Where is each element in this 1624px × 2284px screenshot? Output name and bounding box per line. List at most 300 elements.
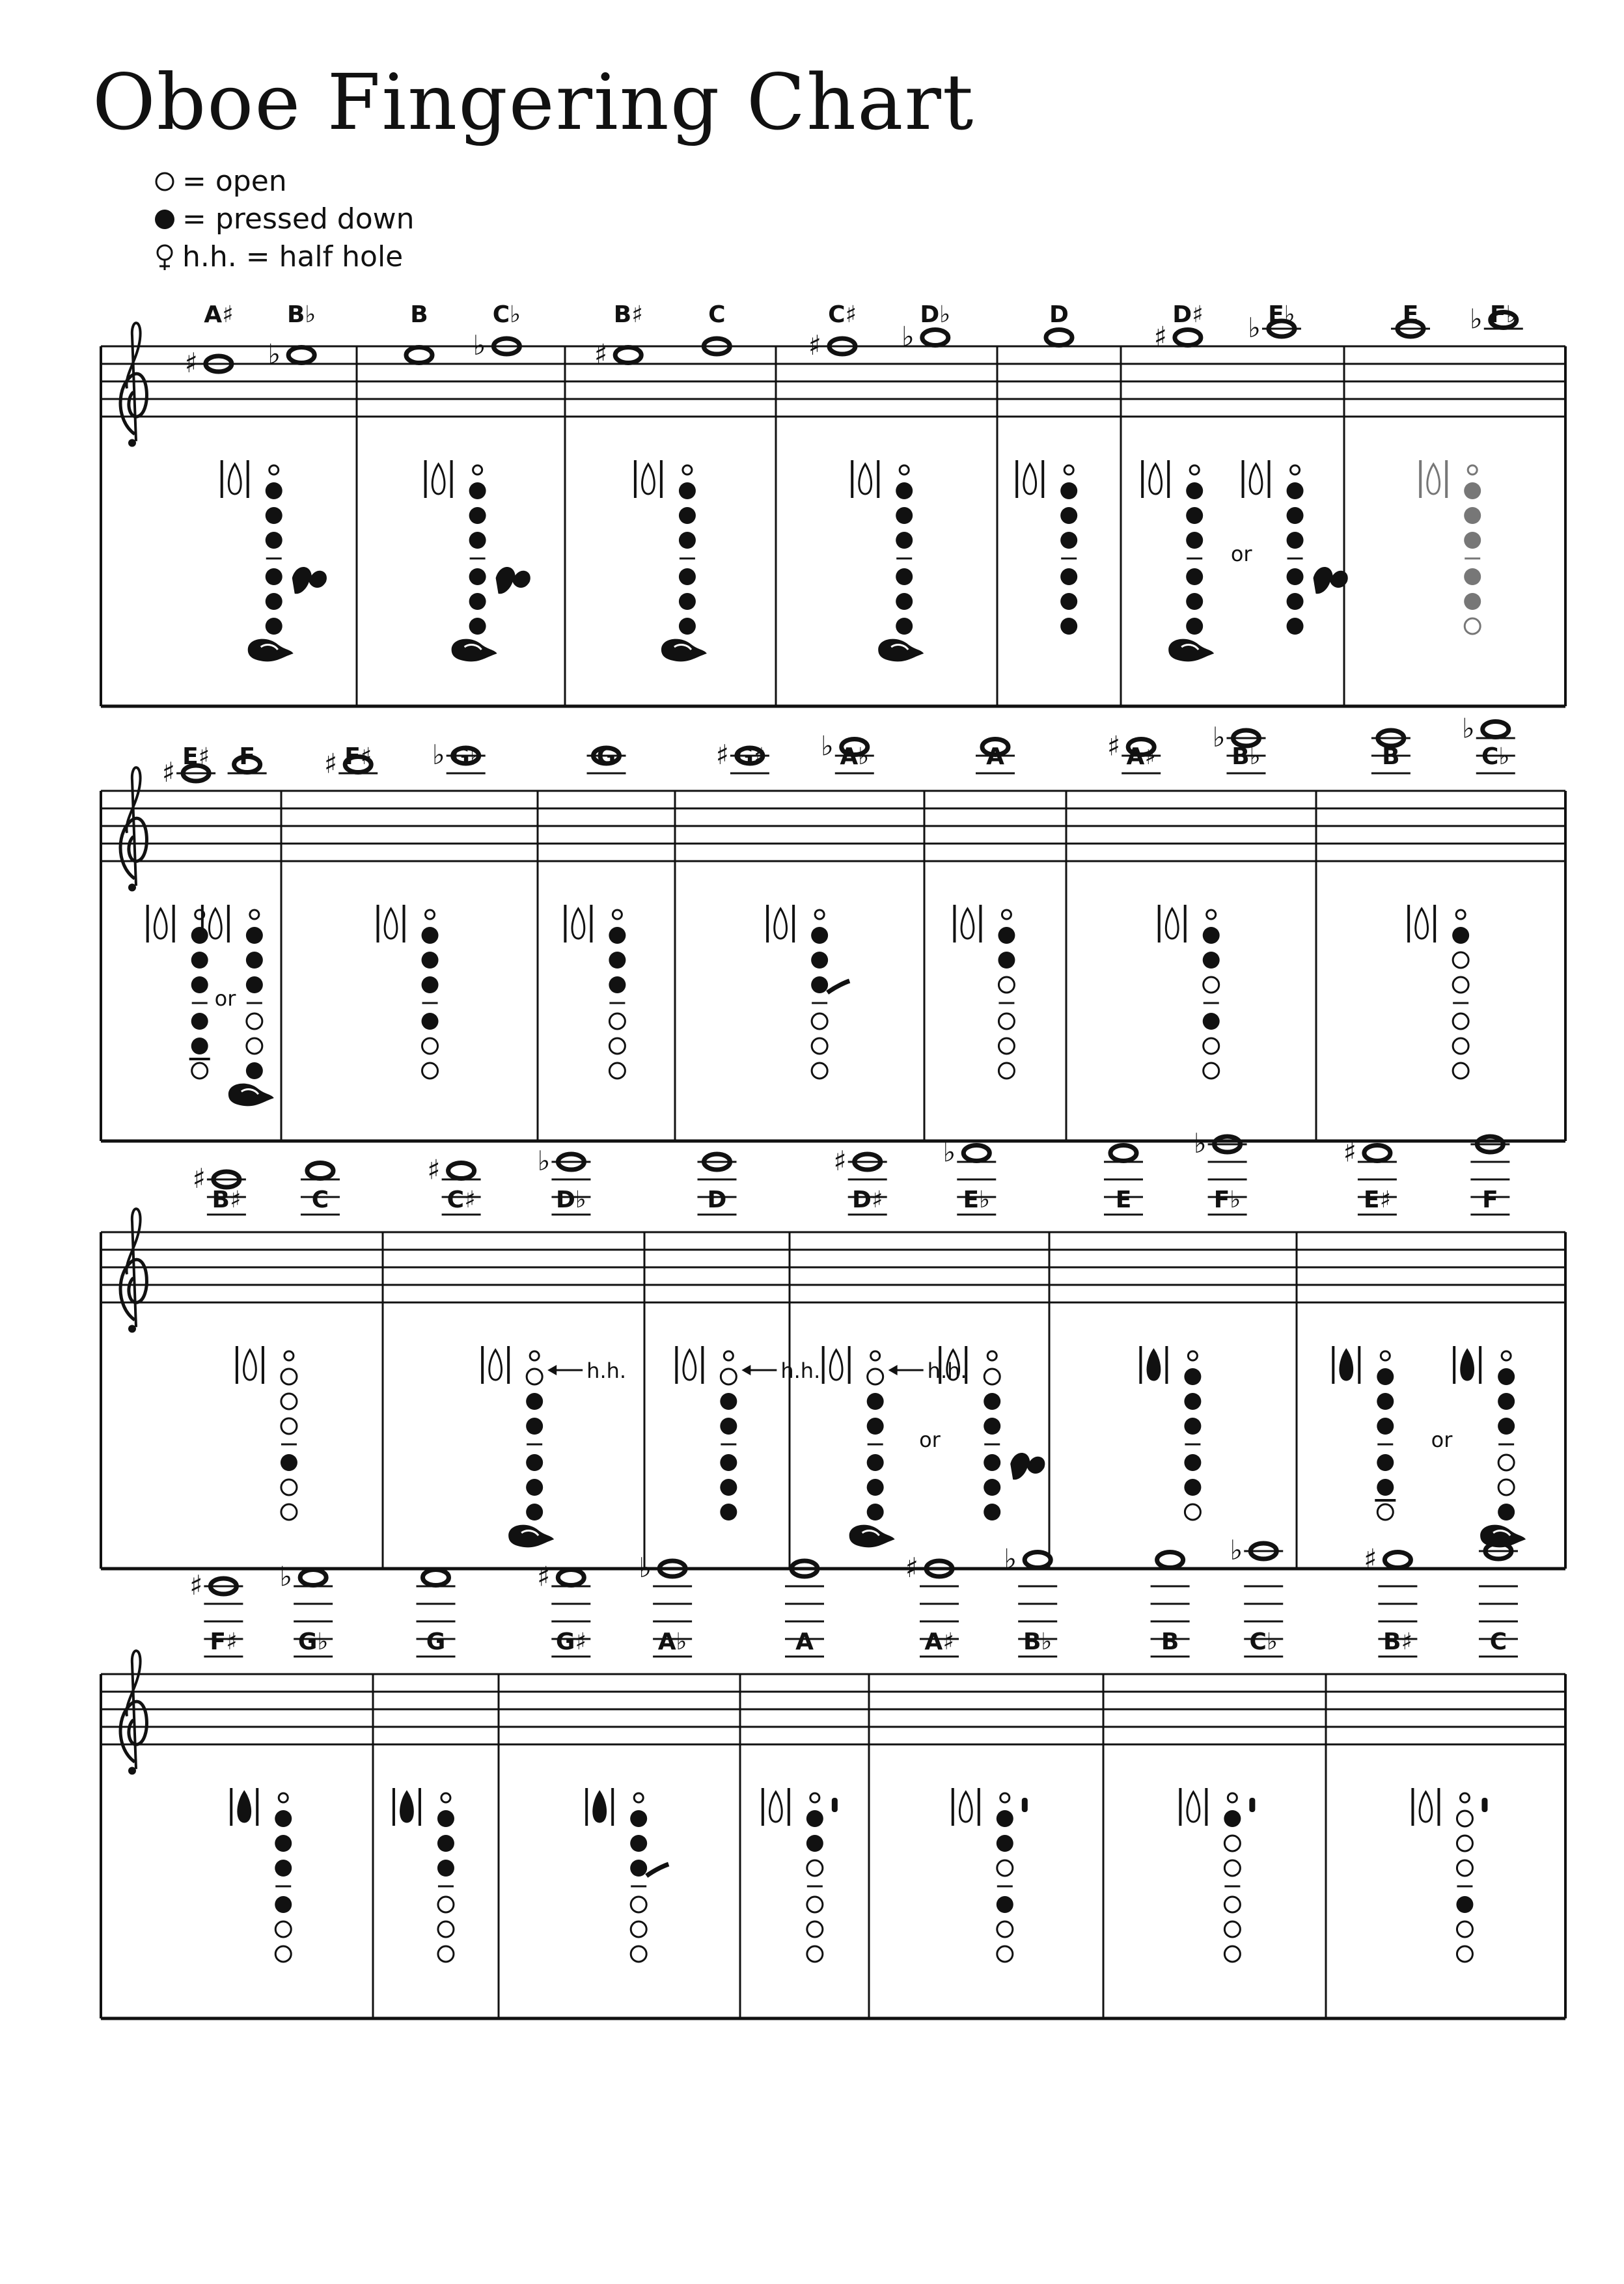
staff-note (406, 348, 432, 363)
note-cell (357, 301, 530, 706)
staff-note (1230, 1534, 1283, 1657)
open-key-icon (1204, 977, 1219, 993)
sharp-symbol: ♯ (905, 1552, 919, 1584)
note-cell (185, 301, 327, 661)
octave-key-icon (769, 1792, 782, 1822)
pressed-key-icon (422, 1013, 439, 1030)
open-key-icon (281, 1479, 297, 1495)
second-octave-key-icon (832, 1798, 838, 1812)
whole-note (423, 1570, 449, 1586)
top-key (1381, 1351, 1390, 1360)
sharp-symbol: ♯ (192, 1163, 206, 1194)
pressed-key-icon (275, 1835, 292, 1852)
pressed-key-icon (437, 1835, 454, 1852)
top-key (250, 910, 259, 919)
side-key-icon (496, 567, 530, 594)
clef-dot (128, 884, 136, 892)
pressed-key-icon (1498, 1418, 1515, 1435)
staff-note (1364, 1543, 1417, 1657)
whole-note (288, 348, 314, 363)
note-name-label: D♭ (556, 1187, 586, 1213)
note-cell (1103, 1534, 1283, 2018)
note-name-label: G♭ (450, 743, 481, 770)
sharp-symbol: ♯ (427, 1153, 441, 1186)
low-key-cluster-icon (228, 1084, 274, 1107)
top-key (269, 465, 279, 475)
pressed-key-icon (1452, 927, 1469, 944)
open-key-icon (1377, 1504, 1393, 1520)
octave-key-icon (1187, 1792, 1200, 1822)
open-key-icon (1453, 1013, 1468, 1029)
pressed-key-icon (422, 952, 439, 969)
pressed-key-icon (266, 507, 282, 524)
staff-note (1479, 1543, 1518, 1657)
open-key-icon (1498, 1479, 1514, 1495)
open-key-icon (275, 1946, 291, 1962)
open-key-icon (1457, 1811, 1472, 1826)
pressed-key-icon (1498, 1368, 1515, 1385)
note-name-label: B♭ (1232, 743, 1261, 770)
pressed-key-icon (1287, 482, 1304, 499)
sharp-symbol: ♯ (1343, 1136, 1357, 1168)
top-key (1460, 1793, 1469, 1802)
note-name-label: E (1402, 301, 1419, 328)
top-key (1000, 1793, 1010, 1802)
octave-key-icon (859, 464, 872, 494)
sharp-symbol: ♯ (1364, 1543, 1377, 1575)
pressed-key-icon (1287, 507, 1304, 524)
pressed-key-icon (679, 618, 696, 635)
half-hole-label: h.h. (586, 1358, 627, 1383)
top-key (426, 910, 435, 919)
open-key-icon (1224, 1836, 1240, 1851)
open-key-icon (1457, 1946, 1472, 1962)
whole-note (448, 1163, 475, 1179)
top-key (1456, 910, 1465, 919)
open-key-icon (247, 1013, 262, 1029)
pressed-key-icon (720, 1504, 737, 1520)
pressed-key-icon (997, 1835, 1013, 1852)
note-name-label: C♭ (1249, 1629, 1278, 1655)
note-cell (1316, 713, 1515, 1142)
open-key-icon (807, 1946, 823, 1962)
pressed-key-icon (867, 1418, 884, 1435)
note-name-label: B♭ (286, 301, 316, 328)
top-key (612, 910, 622, 919)
staff-note (268, 338, 314, 370)
open-key-icon (1453, 1063, 1468, 1079)
flat-symbol: ♭ (473, 329, 486, 361)
note-name-label: A♭ (657, 1629, 687, 1655)
or-label: or (1230, 542, 1252, 566)
pressed-key-icon (1498, 1504, 1515, 1520)
top-key (987, 1351, 997, 1360)
pressed-key-icon (469, 593, 486, 610)
pressed-key-icon (896, 568, 913, 585)
note-cell (499, 1552, 692, 2018)
pressed-key-icon (720, 1479, 737, 1496)
pressed-key-icon (1464, 532, 1481, 549)
top-key (1502, 1351, 1511, 1360)
note-name-label: C♯ (447, 1187, 476, 1213)
flat-symbol: ♭ (901, 320, 915, 353)
pressed-key-icon (1186, 618, 1203, 635)
pressed-key-icon (867, 1479, 884, 1496)
note-name-label: B (1382, 743, 1400, 770)
pressed-key-icon (1464, 593, 1481, 610)
note-name-label: G (426, 1629, 446, 1655)
whole-note (1175, 330, 1201, 346)
pressed-key-icon (1287, 618, 1304, 635)
note-name-label: B♯ (212, 1187, 241, 1213)
second-octave-key-icon (1481, 1798, 1487, 1812)
top-key (810, 1793, 819, 1802)
top-key (900, 465, 909, 475)
pressed-key-icon (191, 1038, 208, 1054)
note-name-label: F (1482, 1187, 1498, 1213)
clef-dot (128, 1767, 136, 1775)
open-key-icon (1204, 1063, 1219, 1079)
sharp-symbol: ♯ (1107, 730, 1121, 762)
whole-note (300, 1570, 326, 1586)
octave-key-icon (244, 1350, 256, 1380)
pressed-key-icon (1186, 507, 1203, 524)
whole-note (1110, 1146, 1136, 1161)
pressed-key-icon (1377, 1418, 1394, 1435)
note-name-label: D (707, 1187, 727, 1213)
open-key-icon (247, 1038, 262, 1054)
pressed-key-icon (469, 532, 486, 549)
top-key (473, 465, 482, 475)
pressed-key-icon (246, 976, 263, 993)
pressed-key-icon (679, 507, 696, 524)
flat-symbol: ♭ (943, 1136, 956, 1168)
octave-key-icon (1420, 1792, 1432, 1822)
fingering-diagram (1017, 460, 1077, 635)
octave-key-icon (385, 909, 397, 939)
open-key-icon (812, 1063, 827, 1079)
note-name-label: C♭ (492, 301, 521, 328)
note-name-label: A (986, 743, 1004, 770)
fingering-diagram (1142, 460, 1214, 661)
note-name-label: D♯ (852, 1187, 883, 1213)
fingering-diagram (954, 905, 1015, 1079)
octave-key-icon (683, 1350, 696, 1380)
treble-clef-icon (120, 323, 146, 447)
pressed-key-icon (266, 593, 282, 610)
octave-key-icon (961, 909, 974, 939)
pressed-key-icon (1060, 568, 1077, 585)
fingering-diagram (763, 1788, 838, 1962)
low-key-cluster-icon (248, 639, 294, 662)
note-name-label: F♭ (1213, 1187, 1241, 1213)
second-octave-key-icon (1249, 1798, 1255, 1812)
octave-key-icon (1148, 1350, 1160, 1380)
fingering-diagram (565, 905, 626, 1079)
fingering-diagram (1412, 1788, 1487, 1962)
top-key (634, 1793, 643, 1802)
flat-symbol: ♭ (1212, 721, 1226, 753)
octave-key-icon (775, 909, 787, 939)
sharp-symbol: ♯ (833, 1145, 847, 1177)
legend-open-text: = open (182, 165, 287, 198)
octave-key-icon (1427, 464, 1440, 494)
pressed-key-icon (806, 1810, 823, 1827)
note-name-label: F♯ (210, 1629, 238, 1655)
note-cell (869, 1543, 1057, 2019)
open-key-icon (997, 1921, 1013, 1937)
note-name-label: F♯ (344, 743, 372, 770)
pressed-key-icon (1377, 1393, 1394, 1410)
staff-note (1046, 330, 1072, 346)
flat-symbol: ♭ (1193, 1127, 1207, 1159)
half-hole-label: h.h. (927, 1358, 967, 1383)
pressed-key-icon (469, 618, 486, 635)
whole-note (922, 330, 948, 346)
top-key (683, 465, 692, 475)
pressed-key-icon (1203, 952, 1220, 969)
pressed-key-icon (997, 1896, 1013, 1913)
flat-symbol: ♭ (1248, 312, 1261, 344)
note-name-label: E♯ (182, 743, 210, 770)
pressed-key-icon (896, 532, 913, 549)
pressed-key-icon (1060, 482, 1077, 499)
open-key-icon (1185, 1504, 1200, 1520)
whole-note (963, 1146, 989, 1161)
note-cell (790, 1136, 1045, 1569)
pressed-key-icon (984, 1504, 1000, 1520)
pressed-key-icon (266, 482, 282, 499)
note-cell (565, 301, 730, 706)
note-cell (1326, 1543, 1518, 2019)
pressed-key-icon (1184, 1393, 1201, 1410)
open-key-icon (275, 1921, 291, 1937)
or-label: or (919, 1427, 941, 1452)
open-key-icon (998, 1063, 1014, 1079)
fingering-diagram (1333, 1346, 1396, 1520)
open-key-icon (609, 1038, 625, 1054)
second-octave-key-icon (1022, 1798, 1028, 1812)
note-name-label: A♯ (204, 301, 234, 328)
fingering-diagram (635, 460, 707, 661)
sharp-symbol: ♯ (808, 329, 822, 361)
note-cell (1066, 721, 1265, 1141)
pressed-key-icon (275, 1860, 292, 1877)
open-key-icon (281, 1418, 297, 1434)
treble-clef-icon (120, 1209, 146, 1332)
open-key-icon (281, 1394, 297, 1409)
pressed-key-icon (984, 1418, 1000, 1435)
pressed-key-icon (1184, 1418, 1201, 1435)
whole-note (1364, 1146, 1390, 1161)
low-key-cluster-icon (878, 639, 924, 662)
octave-key-icon (209, 909, 221, 939)
pressed-key-icon (1184, 1454, 1201, 1471)
whole-note (1384, 1552, 1411, 1568)
pressed-key-icon (526, 1479, 543, 1496)
note-name-label: E♭ (963, 1187, 991, 1213)
pressed-key-icon (720, 1393, 737, 1410)
pressed-key-icon (266, 568, 282, 585)
g-sharp-key-icon (827, 981, 849, 993)
pressed-key-icon (526, 1393, 543, 1410)
top-key (1190, 465, 1199, 475)
note-cell (1297, 1136, 1526, 1569)
whole-note (1025, 1552, 1051, 1568)
pressed-key-icon (1186, 482, 1203, 499)
note-cell (644, 1154, 820, 1569)
octave-key-icon (1340, 1350, 1353, 1380)
note-name-label: B (410, 301, 428, 328)
pressed-key-icon (526, 1504, 543, 1520)
open-key-icon (631, 1921, 646, 1937)
pressed-key-icon (191, 952, 208, 969)
octave-key-icon (572, 909, 585, 939)
pressed-key-icon (630, 1860, 647, 1877)
fingering-diagram (676, 1346, 820, 1520)
octave-key-icon (1166, 909, 1178, 939)
clef-dot (128, 1325, 136, 1333)
fingering-diagram (1159, 905, 1220, 1079)
fingering-diagram (1454, 1346, 1526, 1547)
pressed-key-icon (984, 1479, 1000, 1496)
pressed-key-icon (1184, 1368, 1201, 1385)
open-key-icon (997, 1946, 1013, 1962)
note-name-label: C♭ (1481, 743, 1510, 770)
whole-note (406, 348, 432, 363)
open-key-icon (192, 1063, 208, 1079)
note-name-label: G♯ (555, 1629, 586, 1655)
octave-key-icon (642, 464, 655, 494)
side-key-icon (292, 567, 327, 594)
flat-symbol: ♭ (432, 739, 445, 771)
half-hole-key-icon (868, 1369, 883, 1384)
flat-symbol: ♭ (1461, 712, 1475, 745)
note-cell (538, 743, 626, 1141)
open-key-icon (1453, 1038, 1468, 1054)
pressed-key-icon (191, 976, 208, 993)
open-key-icon (1224, 1860, 1240, 1876)
octave-key-icon (959, 1792, 972, 1822)
note-name-label: E♭ (1268, 301, 1295, 328)
octave-key-icon (401, 1792, 413, 1822)
note-cell (1049, 1127, 1247, 1569)
low-key-cluster-icon (1168, 639, 1214, 662)
note-name-label: G (596, 743, 616, 770)
octave-key-icon (432, 464, 445, 494)
flat-symbol: ♭ (1469, 303, 1483, 335)
pressed-key-icon (630, 1810, 647, 1827)
top-key (1468, 465, 1477, 475)
top-key (1291, 465, 1300, 475)
note-cell (189, 1561, 333, 1962)
pressed-key-icon (246, 952, 263, 969)
pressed-key-icon (609, 927, 626, 944)
side-key-icon (1010, 1453, 1045, 1479)
sharp-symbol: ♯ (189, 1569, 203, 1601)
low-key-cluster-icon (452, 639, 497, 662)
pressed-key-icon (896, 593, 913, 610)
pressed-key-icon (867, 1454, 884, 1471)
staff-note (594, 338, 641, 370)
fingering-diagram (953, 1788, 1028, 1962)
open-key-icon (1224, 1897, 1240, 1912)
pressed-key-icon (1186, 568, 1203, 585)
pressed-key-icon (867, 1504, 884, 1520)
chart-row (101, 301, 1565, 706)
note-cell (373, 1570, 456, 2019)
open-key-icon (998, 1013, 1014, 1029)
open-key-icon (281, 1369, 297, 1384)
pressed-key-icon (422, 927, 439, 944)
fingering-diagram (231, 1788, 292, 1962)
pressed-key-icon (1060, 507, 1077, 524)
pressed-key-icon (1203, 927, 1220, 944)
chart-row (101, 713, 1565, 1142)
flat-symbol: ♭ (1004, 1543, 1017, 1575)
pressed-key-icon (679, 568, 696, 585)
fingering-diagram (1180, 1788, 1255, 1962)
whole-note (1157, 1552, 1183, 1568)
half-hole-key-icon (721, 1369, 736, 1384)
pressed-key-icon (1184, 1479, 1201, 1496)
top-key (871, 1351, 880, 1360)
pressed-key-icon (811, 976, 828, 993)
pressed-key-icon (867, 1393, 884, 1410)
pressed-key-icon (191, 927, 208, 944)
fingering-diagram (237, 1346, 297, 1520)
sharp-symbol: ♯ (184, 347, 199, 379)
pressed-key-icon (1060, 532, 1077, 549)
open-key-icon (422, 1038, 438, 1054)
open-key-icon (1453, 977, 1468, 993)
note-cell (281, 739, 486, 1141)
pressed-key-icon (1060, 618, 1077, 635)
fingering-diagram (852, 460, 924, 661)
note-cell (740, 1561, 838, 2018)
top-key (1228, 1793, 1237, 1802)
fingering-diagram (148, 905, 210, 1079)
clef-dot (128, 439, 136, 447)
page-title: Oboe Fingering Chart (92, 57, 975, 147)
top-key (279, 1793, 288, 1802)
treble-clef-icon (120, 767, 146, 891)
open-key-icon (438, 1946, 454, 1962)
arrow-left-icon (888, 1365, 898, 1375)
open-key-icon (812, 1013, 827, 1029)
arrow-left-icon (741, 1365, 750, 1375)
fingering-diagram (823, 1346, 967, 1547)
pressed-key-icon (1464, 568, 1481, 585)
octave-key-icon (1149, 464, 1162, 494)
pressed-key-icon (526, 1454, 543, 1471)
pressed-key-icon (422, 976, 439, 993)
pressed-key-icon (1287, 568, 1304, 585)
open-key-icon (997, 1860, 1013, 1876)
pressed-key-icon (1464, 507, 1481, 524)
octave-key-icon (154, 909, 167, 939)
half-hole-key-icon (527, 1369, 542, 1384)
pressed-key-icon (1186, 593, 1203, 610)
fingering-diagram (1409, 905, 1469, 1079)
open-key-icon (812, 1038, 827, 1054)
chart-row (101, 1534, 1565, 2018)
pressed-key-icon (526, 1418, 543, 1435)
top-key (441, 1793, 450, 1802)
pressed-key-icon (437, 1860, 454, 1877)
pressed-key-icon (896, 618, 913, 635)
note-name-label: B♯ (1383, 1629, 1412, 1655)
